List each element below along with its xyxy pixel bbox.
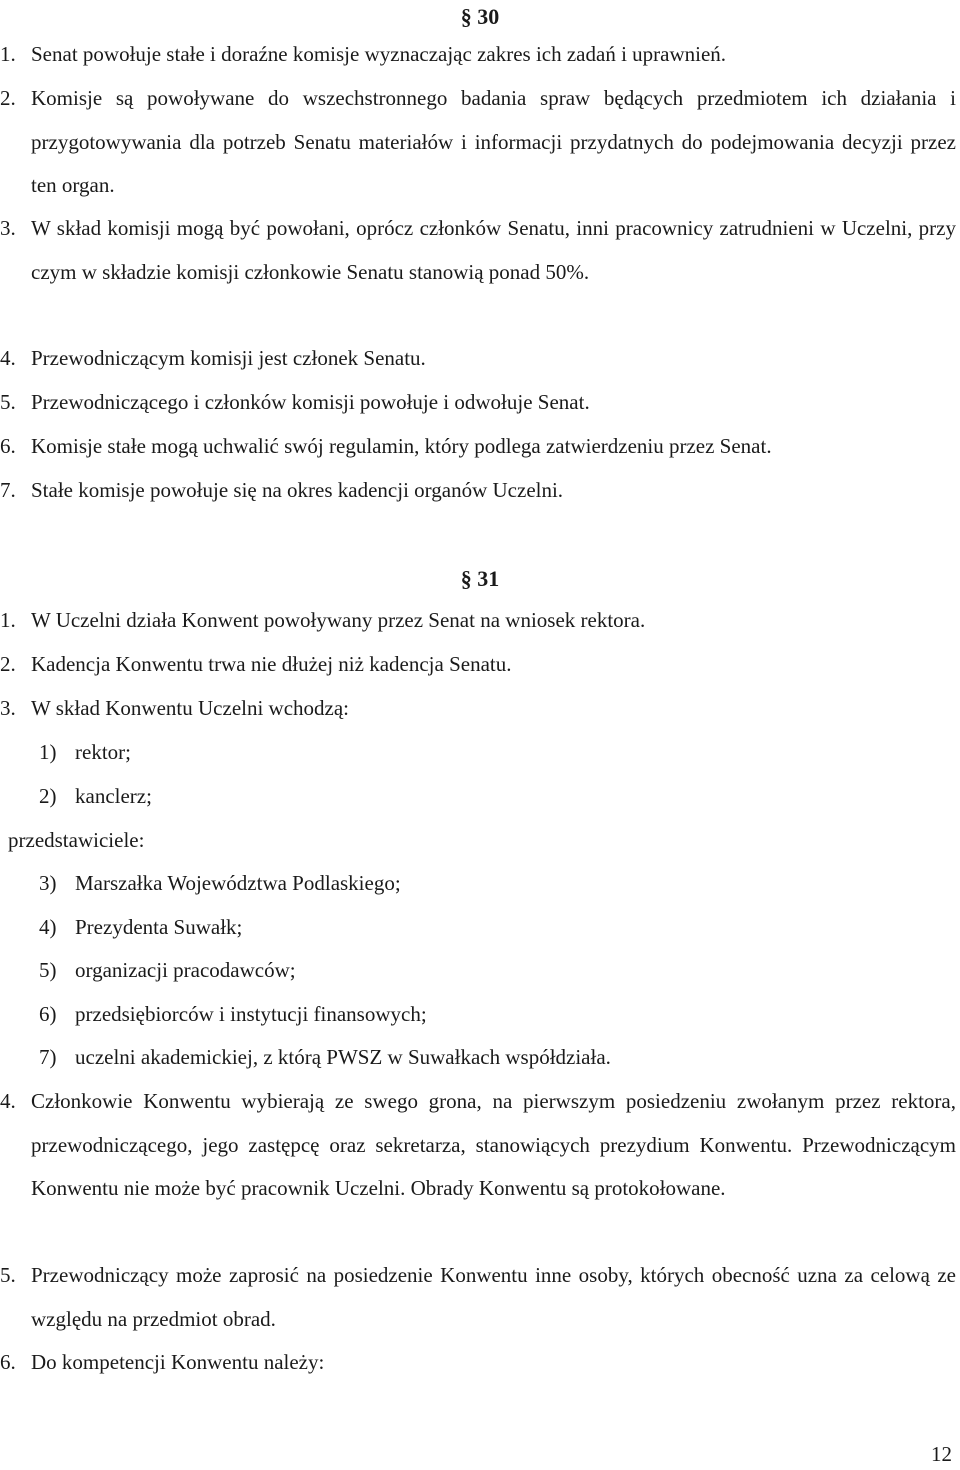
paragraph-number: 6.: [0, 434, 16, 458]
list-item-5: [39, 949, 296, 993]
paragraph-number: 4.: [0, 346, 16, 370]
list-item-number: 4): [39, 915, 57, 939]
list-item-2: [39, 775, 152, 819]
list-item-text: Prezydenta Suwałk;: [75, 915, 243, 939]
list-item-number: 5): [39, 958, 57, 982]
paragraph-30-6: [0, 425, 956, 469]
paragraph-30-1: [0, 33, 956, 77]
paragraph-number: 2.: [0, 86, 16, 110]
list-item-6: [39, 993, 427, 1037]
page-number: 12: [931, 1442, 952, 1466]
paragraph-text: W skład Konwentu Uczelni wchodzą:: [31, 696, 350, 720]
list-item-number: 7): [39, 1045, 57, 1069]
paragraph-text: W skład komisji mogą być powołani, oprócz członków Senatu, inni pracownicy zatrudnieni w Uczelni, przy czym w składzie komisji członkowie Senatu stanowią ponad 50%.: [31, 216, 956, 284]
paragraph-31-5: [0, 1254, 956, 1341]
paragraph-text: W Uczelni działa Konwent powoływany przez Senat na wniosek rektora.: [31, 608, 646, 632]
list-item-text: Marszałka Województwa Podlaskiego;: [75, 871, 401, 895]
list-item-text: uczelni akademickiej, z którą PWSZ w Suwałkach współdziała.: [75, 1045, 611, 1069]
paragraph-31-2: [0, 643, 956, 687]
list-item-number: 6): [39, 1002, 57, 1026]
paragraph-31-1: [0, 599, 956, 643]
paragraph-number: 4.: [0, 1089, 16, 1113]
paragraph-number: 5.: [0, 1263, 16, 1287]
list-item-7: [39, 1036, 611, 1080]
paragraph-text: Stałe komisje powołuje się na okres kadencji organów Uczelni.: [31, 478, 564, 502]
paragraph-number: 5.: [0, 390, 16, 414]
paragraph-text: Do kompetencji Konwentu należy:: [31, 1350, 325, 1374]
paragraph-30-3: [0, 207, 956, 294]
paragraph-text: Komisje stałe mogą uchwalić swój regulamin, który podlega zatwierdzeniu przez Senat.: [31, 434, 772, 458]
paragraph-31-4: [0, 1080, 956, 1211]
paragraph-30-7: [0, 469, 956, 513]
list-item-text: organizacji pracodawców;: [75, 958, 296, 982]
paragraph-text: Przewodniczący może zaprosić na posiedzenie Konwentu inne osoby, których obecność uzna za celową ze względu na przedmiot obrad.: [31, 1263, 956, 1331]
paragraph-31-6: [0, 1341, 956, 1385]
paragraph-number: 1.: [0, 42, 16, 66]
list-item-number: 3): [39, 871, 57, 895]
paragraph-number: 6.: [0, 1350, 16, 1374]
section-heading-30: § 30: [460, 4, 500, 29]
representatives-label: przedstawiciele:: [8, 828, 145, 852]
paragraph-number: 2.: [0, 652, 16, 676]
list-item-text: kanclerz;: [75, 784, 152, 808]
paragraph-31-3: [0, 687, 956, 731]
paragraph-30-2: [0, 77, 956, 208]
paragraph-text: Przewodniczącego i członków komisji powołuje i odwołuje Senat.: [31, 390, 590, 414]
list-item-3: [39, 862, 401, 906]
paragraph-number: 7.: [0, 478, 16, 502]
list-item-text: przedsiębiorców i instytucji finansowych;: [75, 1002, 427, 1026]
list-item-text: rektor;: [75, 740, 131, 764]
paragraph-number: 3.: [0, 696, 16, 720]
list-item-4: [39, 906, 242, 950]
section-heading-31: § 31: [460, 566, 500, 591]
paragraph-number: 3.: [0, 216, 16, 240]
paragraph-text: Członkowie Konwentu wybierają ze swego grona, na pierwszym posiedzeniu zwołanym przez rektora, przewodniczącego, jego zastępcę oraz sekretarza, stanowiących prezydium Konwentu. Przewodniczącym Konwentu nie może być pracownik Uczelni. Obrady Konwentu są protokołowane.: [31, 1089, 956, 1200]
paragraph-text: Komisje są powoływane do wszechstronnego badania spraw będących przedmiotem ich działania i przygotowywania dla potrzeb Senatu materiałów i informacji przydatnych do podejmowania decyzji przez ten organ.: [31, 86, 956, 197]
list-item-1: [39, 731, 131, 775]
paragraph-text: Przewodniczącym komisji jest członek Senatu.: [31, 346, 426, 370]
list-item-number: 2): [39, 784, 57, 808]
paragraph-text: Kadencja Konwentu trwa nie dłużej niż kadencja Senatu.: [31, 652, 512, 676]
paragraph-text: Senat powołuje stałe i doraźne komisje wyznaczając zakres ich zadań i uprawnień.: [31, 42, 727, 66]
paragraph-30-4: [0, 337, 956, 381]
paragraph-30-5: [0, 381, 956, 425]
paragraph-number: 1.: [0, 608, 16, 632]
list-item-number: 1): [39, 740, 57, 764]
